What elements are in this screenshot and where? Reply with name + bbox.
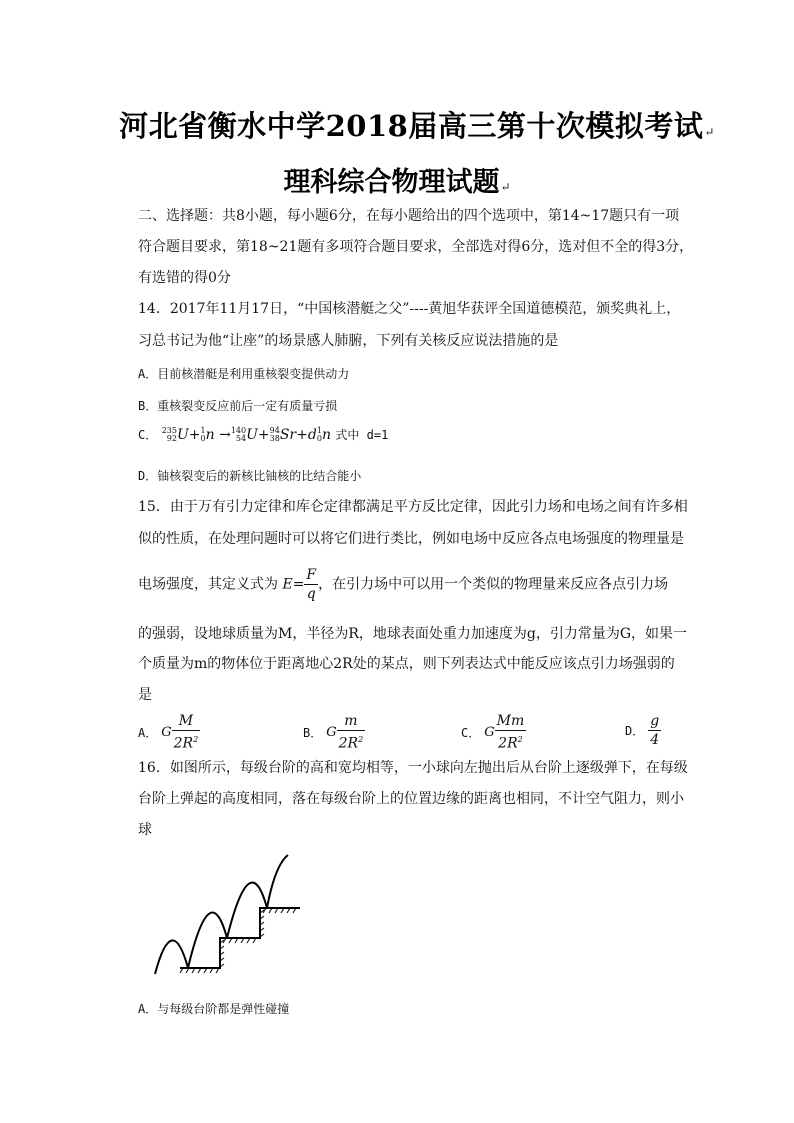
q14-option-b: B．重核裂变反应前后一定有质量亏损 [138,399,338,413]
plus-sign: + [188,427,201,443]
nuclide-neutron: 1 0 [316,426,322,443]
nuclide-sr94: 94 38 [269,426,280,443]
q14-stem-line: 习总书记为他“让座”的场景感人肺腑，下列有关核反应说法措施的是 [138,333,559,349]
symbol-product: U [246,427,258,443]
q15-option-d: D． $\frac{g}{4}$ [625,713,660,748]
q15-text: 电场强度，其定义式为 [138,576,278,593]
q15-stem-line-formula [138,566,668,603]
q16-option-a: A．与每级台阶都是弹性碰撞 [138,1002,290,1016]
paragraph-mark: ↵ [704,125,715,139]
q15-option-b: B． G $\frac{m}{2R^2}$ [303,713,364,752]
q15-stem-line: 个质量为m的物体位于距离地心2R处的某点，则下列表达式中能反应该点引力场强弱的 [138,656,675,672]
symbol-e: E [282,576,293,593]
q15-option-c: C． G $\frac{Mm}{2R^2}$ [461,713,525,752]
symbol-d: d [307,427,317,443]
q15-text: ，在引力场中可以用一个类似的物理量来反应各点引力场 [318,576,669,593]
q15-option-a: A． G $\frac{M}{2R^2}$ [138,713,199,752]
q16-stem-line: 球 [138,822,152,838]
exam-title [0,104,794,145]
q14-option-a: A．目前核潜艇是利用重核裂变提供动力 [138,367,350,381]
section-instructions-line: 符合题目要求，第18~21题有多项符合题目要求，全部选对得6分，选对但不全的得3分， [138,239,694,255]
staircase-hatching [180,908,296,973]
staircase-outline [180,908,300,968]
nuclide-neutron: 1 0 [200,426,206,443]
staircase-bounce-figure [150,850,310,980]
q15-stem-line: 15．由于万有引力定律和库仑定律都满足平方反比定律，因此引力场和电场之间有许多相 [138,499,688,515]
ball-trajectory [155,855,288,974]
exam-title-text: 河北省衡水中学2018届高三第十次模拟考试 [119,109,704,143]
q14-stem-line: 14．2017年11月17日，“中国核潜艇之父”----黄旭华获评全国道德模范，颁奖典礼上， [138,301,681,317]
nuclide-140: 140 54 [230,426,247,443]
q15-stem-line: 似的性质，在处理问题时可以将它们进行类比，例如电场中反应各点电场强度的物理量是 [138,531,684,547]
equals-sign: = [292,576,305,593]
plus-sign: + [296,427,308,443]
paragraph-mark: ↵ [500,180,511,194]
nuclide-u235: 235 92 [161,426,177,443]
symbol-n: n [321,427,331,443]
symbol-n: n [205,427,215,443]
symbol-sr: Sr [279,427,297,443]
section-instructions-line: 二、选择题：共8小题，每小题6分，在每小题给出的四个选项中，第14~17题只有一项 [138,208,680,224]
section-instructions-line: 有选错的得0分 [138,270,231,286]
symbol-u: U [176,427,189,443]
fraction-f-over-q: $\frac{F}{q}$ [306,567,317,602]
reaction-arrow: → [219,427,231,443]
q14-option-c-suffix: 式中 d=1 [335,428,389,442]
q16-stem-line: 台阶上弹起的高度相同，落在每级台阶上的位置边缘的距离也相同，不计空气阻力，则小 [138,791,684,807]
q14-option-c [138,426,388,444]
q16-stem-line: 16．如图所示，每级台阶的高和宽均相等，一小球向左抛出后从台阶上逐级弹下，在每级 [138,760,688,776]
q15-stem-line: 的强弱，设地球质量为M，半径为R，地球表面处重力加速度为g，引力常量为G，如果一 [138,626,688,642]
exam-subtitle-text: 理科综合物理试题 [283,167,500,198]
plus-sign: + [257,427,270,443]
exam-subtitle [0,160,794,199]
q15-stem-line: 是 [138,687,152,703]
q14-option-c-label: C． [138,428,158,442]
q14-option-d: D．铀核裂变后的新核比铀核的比结合能小 [138,469,362,483]
